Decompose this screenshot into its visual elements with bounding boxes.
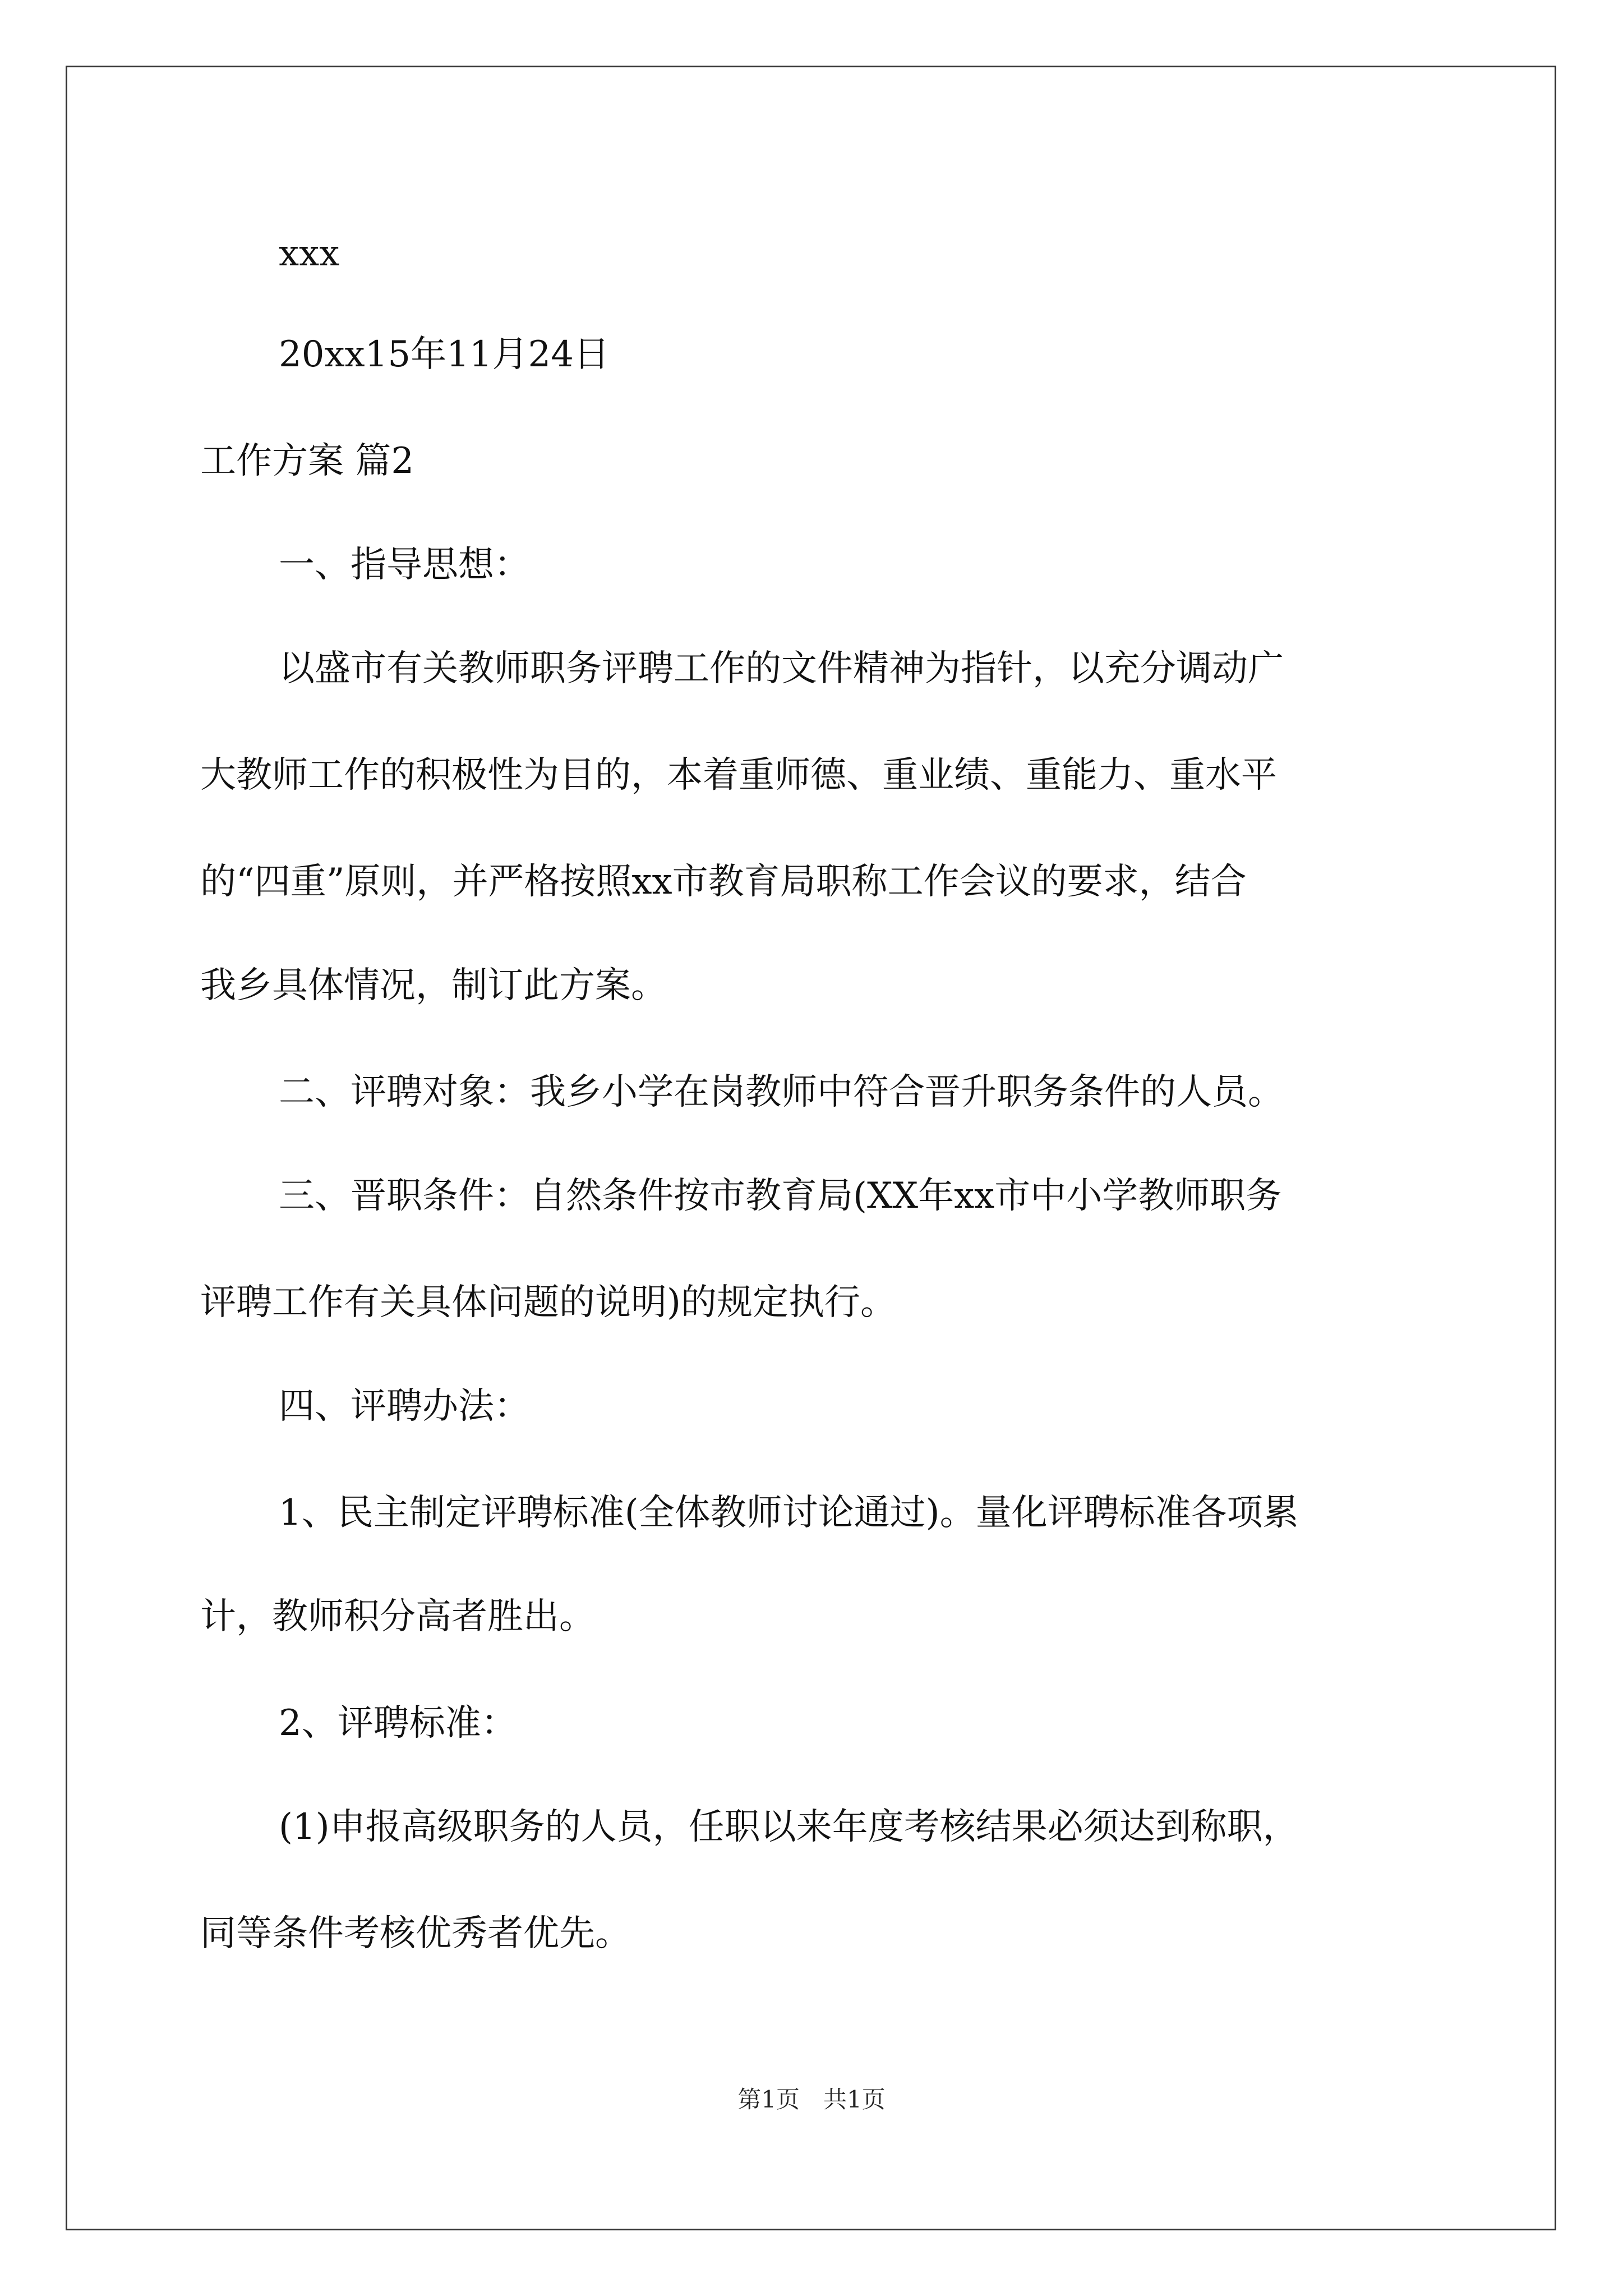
paragraph-line: 计，教师积分高者胜出。 xyxy=(200,1596,595,1637)
page-border xyxy=(66,66,1556,2230)
paragraph-line: 三、晋职条件：自然条件按市教育局(XX年xx市中小学教师职务 xyxy=(279,1175,1282,1217)
paragraph-line: 以盛市有关教师职务评聘工作的文件精神为指针，以充分调动广 xyxy=(279,648,1284,689)
paragraph-line: 的“四重”原则，并严格按照xx市教育局职称工作会议的要求，结合 xyxy=(200,861,1247,903)
section-heading: 工作方案 篇2 xyxy=(200,440,414,482)
paragraph-line: 同等条件考核优秀者优先。 xyxy=(200,1913,631,1954)
paragraph-line: 大教师工作的积极性为目的，本着重师德、重业绩、重能力、重水平 xyxy=(200,754,1277,796)
paragraph-line: 四、评聘办法： xyxy=(279,1386,530,1427)
paragraph-line: (1)申报高级职务的人员，任职以来年度考核结果必须达到称职， xyxy=(279,1806,1299,1848)
page-footer: 第1页 共1页 xyxy=(737,2086,886,2113)
signature-name: xxx xyxy=(279,233,340,274)
paragraph-line: 1、民主制定评聘标准(全体教师讨论通过)。量化评聘标准各项累 xyxy=(279,1492,1299,1534)
signature-date: 20xx15年11月24日 xyxy=(279,334,610,375)
paragraph-line: 二、评聘对象：我乡小学在岗教师中符合晋升职务条件的人员。 xyxy=(279,1071,1284,1113)
paragraph-line: 评聘工作有关具体问题的说明)的规定执行。 xyxy=(200,1282,896,1323)
paragraph-line: 我乡具体情况，制订此方案。 xyxy=(200,965,667,1006)
paragraph-line: 2、评聘标准： xyxy=(279,1703,517,1744)
paragraph-line: 一、指导思想： xyxy=(279,544,530,586)
